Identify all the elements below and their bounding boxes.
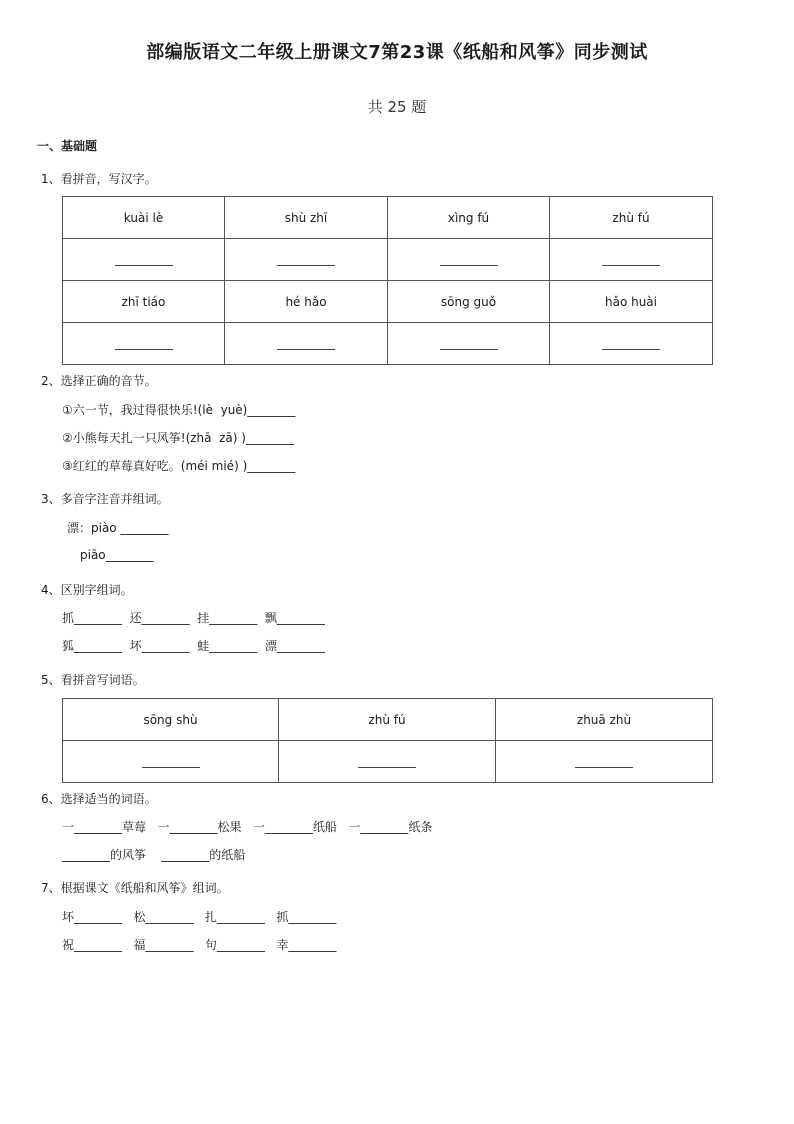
answer-cell[interactable] [63, 239, 225, 281]
question-7-row[interactable]: 祝________ 福________ 句________ 幸________ [62, 938, 337, 952]
answer-blank[interactable] [277, 339, 335, 350]
answer-cell[interactable] [279, 741, 496, 783]
question-7-prompt: 7、根据课文《纸船和风筝》组词。 [41, 881, 229, 895]
answer-blank[interactable] [115, 255, 173, 266]
pinyin-row [63, 699, 713, 741]
question-6-prompt: 6、选择适当的词语。 [41, 792, 157, 806]
pinyin-cell: xìng fú [388, 197, 550, 239]
pinyin-cell: hé hǎo [225, 281, 388, 323]
answer-blank[interactable] [440, 339, 498, 350]
question-5-table [62, 698, 713, 783]
answer-cell[interactable] [550, 323, 713, 365]
answer-blank[interactable] [575, 757, 633, 768]
answer-cell[interactable] [388, 239, 550, 281]
question-4-row[interactable]: 抓________ 还________ 挂________ 飘________ [62, 611, 325, 625]
question-5-prompt: 5、看拼音写词语。 [41, 673, 145, 687]
answer-cell[interactable] [63, 741, 279, 783]
question-2-item[interactable]: ③红红的草莓真好吃。(méi mié) )________ [62, 459, 296, 473]
question-2-item[interactable]: ②小熊每天扎一只风筝!(zhā zā) )________ [62, 431, 294, 445]
pinyin-cell: zhù fú [279, 699, 496, 741]
pinyin-row [63, 281, 713, 323]
question-3-item[interactable]: piāo________ [80, 548, 154, 562]
question-3-prompt: 3、多音字注音并组词。 [41, 492, 169, 506]
pinyin-cell: sōng guǒ [388, 281, 550, 323]
pinyin-row [63, 197, 713, 239]
question-3-item[interactable]: 漂：piào ________ [67, 521, 169, 535]
answer-cell[interactable] [63, 323, 225, 365]
pinyin-cell: shù zhī [225, 197, 388, 239]
pinyin-cell: zhù fú [550, 197, 713, 239]
answer-blank[interactable] [358, 757, 416, 768]
question-4-prompt: 4、区别字组词。 [41, 583, 133, 597]
answer-row [63, 239, 713, 281]
question-1-prompt: 1、看拼音，写汉字。 [41, 172, 157, 186]
answer-blank[interactable] [115, 339, 173, 350]
answer-blank[interactable] [602, 339, 660, 350]
question-4-row[interactable]: 狐________ 坏________ 蛙________ 漂________ [62, 639, 325, 653]
answer-cell[interactable] [388, 323, 550, 365]
pinyin-cell: kuài lè [63, 197, 225, 239]
answer-cell[interactable] [225, 239, 388, 281]
question-6-row[interactable]: ________的风筝 ________的纸船 [62, 848, 246, 862]
pinyin-cell: sōng shù [63, 699, 279, 741]
question-6-row[interactable]: 一________草莓 一________松果 一________纸船 一________纸条 [62, 820, 433, 834]
answer-row [63, 741, 713, 783]
question-1-table [62, 196, 713, 365]
question-2-item[interactable]: ①六一节，我过得很快乐!(lè yuè)________ [62, 403, 296, 417]
pinyin-cell: zhī tiáo [63, 281, 225, 323]
answer-row [63, 323, 713, 365]
answer-cell[interactable] [496, 741, 713, 783]
section-heading: 一、基础题 [37, 139, 98, 153]
answer-cell[interactable] [550, 239, 713, 281]
question-2-prompt: 2、选择正确的音节。 [41, 374, 157, 388]
answer-blank[interactable] [142, 757, 200, 768]
question-count: 共 25 题 [367, 98, 427, 116]
pinyin-cell: hǎo huài [550, 281, 713, 323]
answer-blank[interactable] [440, 255, 498, 266]
pinyin-cell: zhuā zhù [496, 699, 713, 741]
answer-cell[interactable] [225, 323, 388, 365]
page-title: 部编版语文二年级上册课文7第23课《纸船和风筝》同步测试 [146, 42, 648, 63]
question-7-row[interactable]: 坏________ 松________ 扎________ 抓________ [62, 910, 337, 924]
answer-blank[interactable] [602, 255, 660, 266]
answer-blank[interactable] [277, 255, 335, 266]
